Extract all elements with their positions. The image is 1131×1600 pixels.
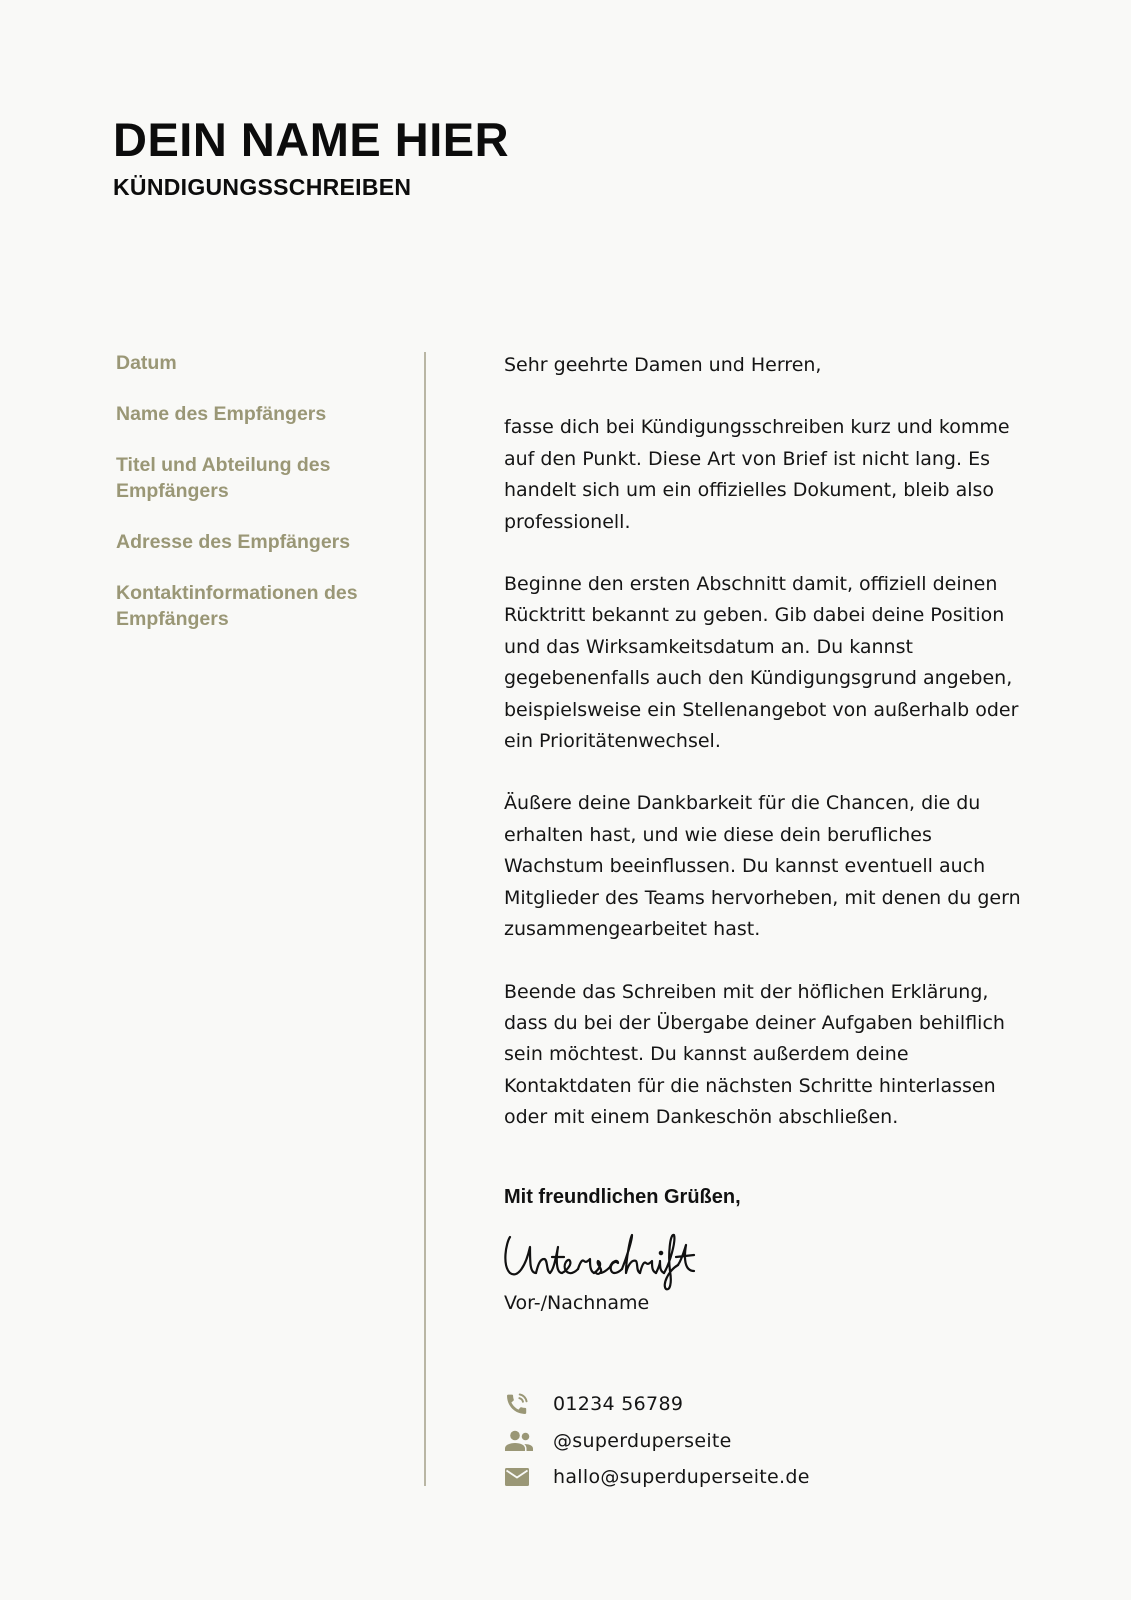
recipient-title: Titel und Abteilung des Empfängers xyxy=(116,454,331,502)
paragraph: fasse dich bei Kündigungsschreiben kurz und komme auf den Punkt. Diese Art von Brief ist nicht lang. Es handelt sich um ein offizielles Dokument, bleib also professionell. xyxy=(504,416,1010,533)
recipient-address: Adresse des Empfängers xyxy=(116,531,351,553)
people-icon xyxy=(504,1428,534,1454)
paragraph: Beende das Schreiben mit der höflichen Erklärung, dass du bei der Übergabe deiner Aufgaben behilflich sein möchtest. Du kannst außerdem deine Kontaktdaten für die nächsten Schritte hinterlassen oder mit einem Dankeschön abschließen. xyxy=(504,980,1005,1129)
social-handle: @superduperseite xyxy=(553,1429,732,1452)
phone-number: 01234 56789 xyxy=(553,1393,684,1416)
phone-icon xyxy=(504,1391,534,1417)
paragraph: Äußere deine Dankbarkeit für die Chancen, die du erhalten hast, und wie diese dein berufliches Wachstum beeinflussen. Du kannst eventuell auch Mitglieder des Teams hervorheben, mit denen du gern zusammengearbeitet hast. xyxy=(504,792,1021,941)
salutation: Sehr geehrte Damen und Herren, xyxy=(504,354,822,376)
recipient-name: Name des Empfängers xyxy=(116,403,327,425)
recipient-info xyxy=(116,350,396,657)
signature xyxy=(500,1225,720,1295)
document-type: KÜNDIGUNGSSCHREIBEN xyxy=(113,174,412,200)
letter-body xyxy=(504,350,1024,1165)
signer-full-name: Vor-/Nachname xyxy=(504,1292,650,1314)
mail-icon xyxy=(504,1464,534,1490)
email-address: hallo@superduperseite.de xyxy=(553,1466,810,1489)
letter-header xyxy=(113,112,509,201)
contact-block xyxy=(504,1386,810,1496)
contact-email-row xyxy=(504,1459,810,1496)
paragraph: Beginne den ersten Abschnitt damit, offiziell deinen Rücktritt bekannt zu geben. Gib dabei deine Position und das Wirksamkeitsdatum an. Du kannst gegebenenfalls auch den Kündigungsgrund angeben, beispielsweise ein Stellenangebot von außerhalb oder ein Prioritätenwechsel. xyxy=(504,573,1019,753)
sender-name: DEIN NAME HIER xyxy=(113,113,510,166)
recipient-contact: Kontaktinformationen des Empfängers xyxy=(116,582,358,630)
closing: Mit freundlichen Grüßen, xyxy=(504,1186,741,1208)
vertical-divider xyxy=(424,352,426,1486)
recipient-date: Datum xyxy=(116,352,177,374)
contact-phone-row xyxy=(504,1386,810,1423)
contact-social-row xyxy=(504,1423,810,1460)
